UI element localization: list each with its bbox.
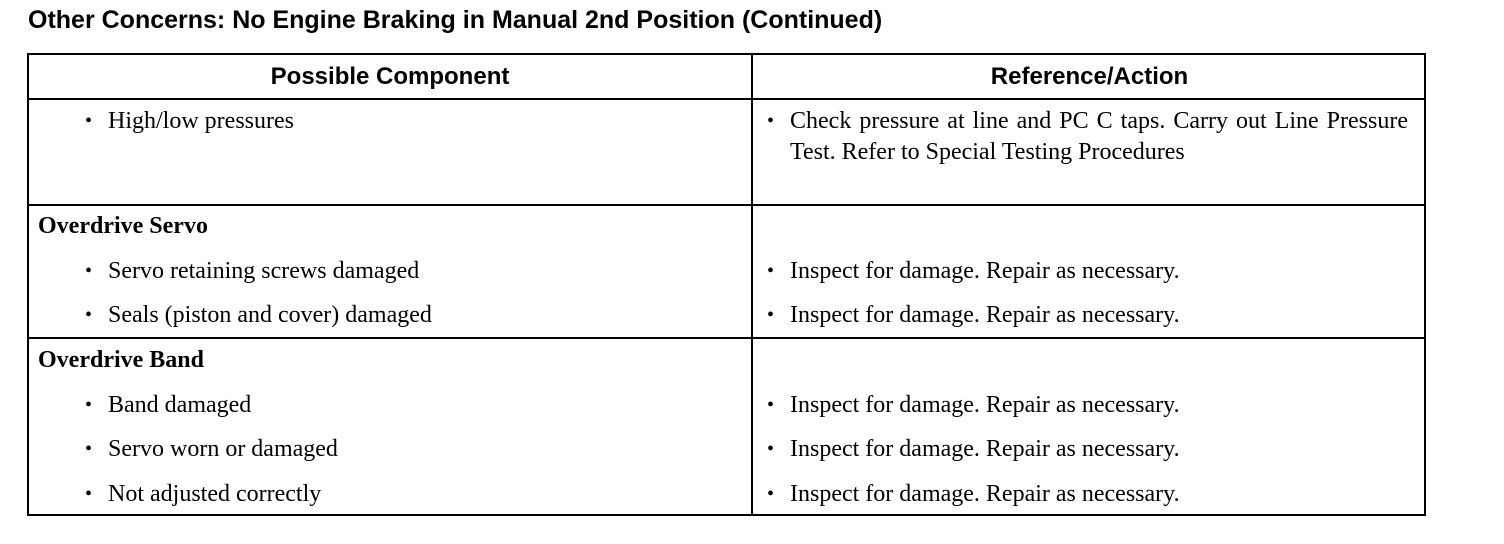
bullet-icon: • — [85, 260, 93, 282]
row-divider — [29, 204, 1424, 206]
bullet-icon: • — [85, 394, 93, 416]
action-band-servo: Inspect for damage. Repair as necessary. — [790, 436, 1180, 462]
bullet-icon: • — [767, 260, 775, 282]
column-header-component: Possible Component — [270, 63, 510, 90]
action-band-adjust: Inspect for damage. Repair as necessary. — [790, 481, 1180, 507]
bullet-icon: • — [767, 483, 775, 505]
component-servo-screws: Servo retaining screws damaged — [108, 258, 420, 284]
component-pressures: High/low pressures — [108, 108, 294, 134]
bullet-icon: • — [767, 394, 775, 416]
action-servo-seals: Inspect for damage. Repair as necessary. — [790, 302, 1180, 328]
bullet-icon: • — [767, 110, 775, 132]
component-servo-seals: Seals (piston and cover) damaged — [108, 302, 432, 328]
component-band-servo: Servo worn or damaged — [108, 436, 338, 462]
bullet-icon: • — [85, 438, 93, 460]
group-overdrive-band: Overdrive Band — [38, 347, 204, 373]
component-band-damaged: Band damaged — [108, 392, 252, 418]
column-header-action: Reference/Action — [990, 63, 1189, 90]
bullet-icon: • — [85, 110, 93, 132]
bullet-icon: • — [767, 438, 775, 460]
bullet-icon: • — [85, 483, 93, 505]
page-title: Other Concerns: No Engine Braking in Manual 2nd Position (Continued) — [28, 6, 883, 34]
component-band-adjust: Not adjusted correctly — [108, 481, 322, 507]
action-servo-screws: Inspect for damage. Repair as necessary. — [790, 258, 1180, 284]
bullet-icon: • — [767, 304, 775, 326]
bullet-icon: • — [85, 304, 93, 326]
group-overdrive-servo: Overdrive Servo — [38, 213, 208, 239]
column-divider — [751, 55, 753, 514]
action-band-damaged: Inspect for damage. Repair as necessary. — [790, 392, 1180, 418]
diagnostic-table — [27, 53, 1426, 516]
action-pressures: Check pressure at line and PC C taps. Carry out Line Pressure Test. Refer to Special Testing Procedures — [790, 108, 1408, 165]
row-divider — [29, 337, 1424, 339]
